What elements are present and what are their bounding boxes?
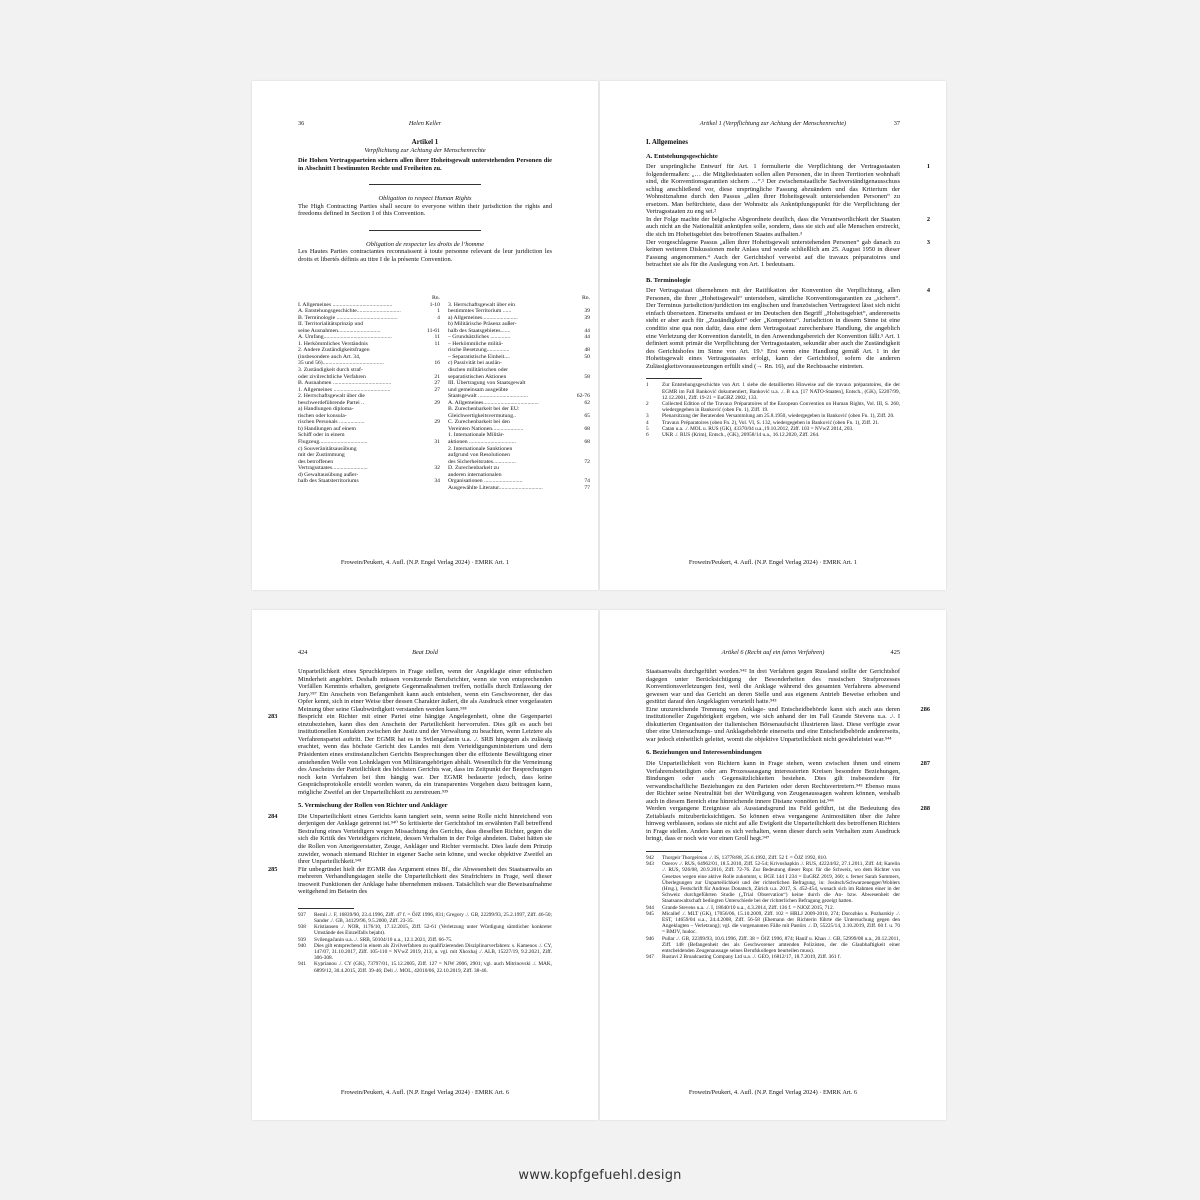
article-title-fr: Obligation de respecter les droits de l’homme: [366, 240, 484, 248]
footnote-text: Grande Stevens u.a. ./. I, 18640/10 u.a., 4.3.2014, Ziff. 136 f. = NJOZ 2015, 712.: [662, 904, 834, 911]
footnote-number: 941: [298, 961, 306, 968]
toc-entry-label: A. Umfang................................................: [298, 334, 392, 341]
footnote-number: 4: [646, 419, 649, 426]
running-head-title: Artikel 6 (Recht auf ein faires Verfahren): [721, 649, 825, 656]
footnote-number: 938: [298, 924, 306, 931]
paragraph: [646, 287, 930, 370]
footnote: [298, 912, 552, 924]
toc-entry-label: seine Ausnahmen..............................: [298, 327, 381, 334]
toc-entry-rn: 11-61: [426, 327, 440, 334]
toc-entry-label: A. Entstehungsgeschichte...............................: [298, 308, 401, 315]
toc-entry-label: a) Handlungen diploma-: [298, 406, 354, 413]
footnote-number: 5: [646, 425, 649, 432]
margin-number: 3: [926, 238, 930, 246]
footnote-text: Zur Entstehungsgeschichte von Art. 1 siehe die detaillierten Hinweise auf die travaux préparatoires, die der EGMR im Fall Banković dokumentiert, Banković u.a. ./. B u.a. [17 NATO-Staaten], Entsch., (GK), 52207/99, 12.12.2001, Ziff. 19-21 = EuGRZ 2002, 133.: [662, 382, 900, 401]
toc-entry-rn: 16: [434, 360, 440, 367]
footnote-number: 2: [646, 400, 649, 407]
toc-column-left: [298, 295, 440, 485]
paragraph: [268, 812, 552, 866]
footnotes: [646, 855, 900, 960]
footnote-text: Ozerov ./. RUS, 64962/01, 18.5.2010, Ziff. 52-54; Krivoshapkin ./. RUS, 42224/02, 27.1.2011, Ziff. 44; Karelin ./. RUS, 926/08, 20.9.2016, Ziff. 72-76. Zur Bedeutung dieser Rspr. für die Schweiz, wo dem Richter von Gesetzes wegen eine aktive Rolle zukommt, s. BGE 144 I 234 = EuGRZ 2019, 360; s. ferner Sarah Summers, Überlegungen zur Unparteilichkeit und der richterlichen Befragung, in: Jositsch/Schwarzenegger/Wohlers (Hrsg.), Festschrift für Andreas Donatsch, Zürich u.a. 2017, S. 452-454, wonach sich im Rahmen einer in der Schweiz durchgeführten Studie („Trial Observation“) keine durch die An- bzw. Abwesenheit der Staatsanwaltschaft bedingten Unterschiede bei der richterlichen Befragung gezeigt hatten.: [662, 861, 900, 905]
toc-head: Rn.: [581, 295, 590, 301]
toc-entry-rn: 39: [584, 308, 590, 315]
toc-entry-label: Vertragsstaates.........................: [298, 465, 368, 472]
paragraph: [646, 238, 930, 269]
paragraph: [268, 713, 552, 796]
footnote-text: Catan u.a. ./. MOL u. RUS (GK), 43370/04 u.a.,19.10.2012, Ziff. 103 = NVwZ 2014, 203.: [662, 425, 854, 432]
footnote: [298, 943, 552, 962]
toc-entry-label: III. Übertragung von Staatsgewalt: [448, 380, 526, 387]
margin-number: 285: [268, 865, 278, 873]
toc-entry-label: 2. Andere Zuständigkeitsfragen: [298, 347, 370, 354]
toc-entry-rn: 21: [434, 373, 440, 380]
article-text-fr: Les Hautes Parties contractantes reconnaissent à toute personne relevant de leur juridiction les droits et libertés définis au titre I de la présente Convention.: [298, 248, 552, 263]
footnote-text: Kristiansen ./. NOR, 1176/10, 17.12.2015, Ziff. 52-61 (Verletzung unter Würdigung sämtlicher konkreter Umstände des Einzelfalls bejaht).: [314, 924, 552, 937]
margin-number: 4: [926, 287, 930, 295]
running-header: [298, 649, 552, 659]
toc-entry-label: 2. Herrschaftsgewalt über die: [298, 393, 365, 400]
toc-entry-label: rische Besetzung................: [448, 347, 510, 354]
page-number: 425: [890, 649, 900, 656]
toc-entry-label: 35 und 56)...........................................: [298, 360, 384, 367]
toc-entry-label: separatistischen Aktionen: [448, 373, 507, 380]
toc-entry-rn: 58: [584, 373, 590, 380]
toc-entry-label: b) Handlungen auf einem: [298, 425, 356, 432]
toc-head: Rn.: [431, 295, 440, 301]
toc-entry-rn: 44: [584, 327, 590, 334]
footnote-number: 945: [646, 910, 654, 917]
toc-entry-label: – Separatistische Einheit....: [448, 353, 510, 360]
running-header: [646, 649, 900, 659]
footnote-text: Kyprianou ./. CY (GK), 73797/01, 15.12.2005, Ziff. 127 = NJW 2006, 2901; vgl. auch Mitrinovski ./. MAK, 6899/12, 30.4.2015, Ziff. 39-46; Deli ./. MOL, 42010/06, 22.10.2019, Ziff. 38-46.: [314, 961, 552, 974]
article-text-de: Die Hohen Vertragsparteien sichern allen ihrer Hoheitsgewalt unterstehenden Personen die in Abschnitt I bestimmten Rechte und Freiheiten zu.: [298, 157, 552, 172]
footnote-text: Pullar ./. GB, 22399/93, 10.6.1996, Ziff. 38 = ÖJZ 1996, 874; Hanif u. Khan ./. GB, 52999/08 u.a., 20.12.2011, Ziff. 148 (Befangenheit des als Geschworener amtenden Polizisten, der die Glaubhaftigkeit einer entscheidenden Zeugenaussage seines Berufskollegen beurteilen muss).: [662, 935, 900, 955]
toc-entry-label: d) Gewaltausübung außer-: [298, 471, 359, 478]
toc-entry-label: I. Allgemeines ..........................................: [298, 301, 393, 308]
paragraph-text: Die Unparteilichkeit eines Gerichts kann tangiert sein, wenn seine Rolle nicht hinreichend von derjenigen der Anklage getrennt ist.⁹⁴⁰ So kritisierte der Gerichtshof im erwähnten Fall betreffend Bestrafung eines Verteidigers wegen Missachtung des Gerichts, dass dieselben Richter, gegen die sich die Kritik des Verteidigers richtete, dessen Verhalten in der Folge ahndeten. Dabei hätten sie die Rollen von Anzeigeerstatter, Zeuge, Ankläger und Richter vermischt. Dies laufe dem Prinzip zuwider, wonach niemand Richter in eigener Sache sein könne, und wecke objektive Zweifel an ihrer Unparteilichkeit.⁹⁴¹: [298, 812, 552, 866]
toc-entry-rn: 29: [434, 399, 440, 406]
toc-entry-rn: 74: [584, 478, 590, 485]
toc-entry-rn: 32: [434, 465, 440, 472]
toc-entry-rn: 62: [584, 399, 590, 406]
divider: [369, 230, 481, 231]
footnote: [646, 936, 900, 955]
toc-entry-rn: 39: [584, 314, 590, 321]
article-title-en: Obligation to respect Human Rights: [378, 195, 472, 203]
paragraph-text: Der Vertragsstaat übernehmen mit der Ratifikation der Konvention die Verpflichtung, allen Personen, die ihrer „Hoheitsgewalt“ unterstehen, sämtliche Konventionsgarantien zu „sichern“. Der Terminus jurisdiction/juridiction im englischen und französischen Vertragstext lässt sich nicht einfach übersetzen. Einerseits umfasst er im Deutschen den Begriff „Hoheitsgebiet“, andererseits steht er aber auch für „Zuständigkeit“ oder „Kompetenz“. Jurisdiction in diesem Sinne ist eine conditio sine qua non dafür, dass eine dem Vertragsstaat zurechenbare Handlung, die angeblich eine Verletzung der Konvention darstellt, in den Anwendungsbereich der Konvention fällt.⁵ Art. 1 definiert somit primär die Verpflichtung der Vertragsstaaten, sekundär aber auch die Zuständigkeit des Gerichtshofes im Sinne von Art. 19.⁶ Erst wenn eine Handlung gemäß Art. 1 in der Hoheitsgewalt eines Vertragsstaates erfolgt, kann der Gerichtshof, sofern die anderen Zulässigkeitsvoraussetzungen erfüllt sind (→ Rn. 16), auf die Rechtssache eintreten.: [646, 287, 900, 370]
toc-entry-rn: 65: [584, 412, 590, 419]
running-head-author: Helen Keller: [408, 120, 442, 127]
paragraph: [268, 865, 552, 896]
toc-entry-label: rischen Personals ..................: [298, 419, 365, 426]
toc-entry-label: beschwerdeführende Partei ..: [298, 399, 365, 406]
footnote-rule: [298, 908, 354, 909]
toc-entry-label: und gemeinsam ausgeübte: [448, 386, 509, 393]
toc-entry-rn: 72: [584, 458, 590, 465]
footnote-number: 1: [646, 382, 649, 389]
footnote-number: 939: [298, 936, 306, 943]
toc-entry-label: mit der Zustimmung: [298, 452, 345, 459]
paragraph-text: In der Folge machte der belgische Abgeordnete deutlich, dass die Verantwortlichkeit der Staaten auch nicht an die Nationalität anknüpfen solle, sondern, dass sie sich auf alle Menschen erstreckt, die sich im Hoheitsgebiet des betroffenen Staates aufhalten.³: [646, 215, 900, 239]
toc-entry-label: II. Territorialitätsprinzip und: [298, 321, 364, 328]
footnote-rule: [646, 851, 702, 852]
toc-entry-label: b) Militärische Präsenz außer-: [448, 321, 517, 328]
paragraph-text: Bespricht ein Richter mit einer Partei eine hängige Angelegenheit, ohne die Gegenpartei einzubeziehen, kann dies den Anschein der Parteilichkeit hervorrufen. Dies gilt es auch bei institutionellen Kontakten zwischen der Justiz und der Verwaltung zu beachten, wenn Letztere als Verfahrenspartei auftritt. Der EGMR hat es in Svilengačanin u.a. ./. SRB hingegen als zulässig erachtet, wenn das höchste Gericht des Landes mit dem Verteidigungsministerium und dem Präsidenten eines erstinstanzlichen Gerichts Besprechungen über die effiziente Bewältigung einer anstehenden Welle von Lohnklagen von Militärangehörigen abhält. Wesentlich für die Verneinung des Anscheins der Parteilichkeit des höchsten Gerichts war, dass im Zeitpunkt der Besprechungen noch kein Verfahren bei ihm hängig war. Der EGMR bedauerte jedoch, dass keine Gesprächsprotokolle erstellt worden waren, da ein transparentes Vorgehen dazu beitragen kann, mögliche Zweifel an der Unparteilichkeit zu zerstreuen.⁹³⁹: [298, 713, 552, 796]
article-title: Artikel 1: [411, 138, 439, 146]
toc-entry-label: 1. Internationale Militär-: [448, 432, 505, 439]
page-footer: Frowein/Peukert, 4. Aufl. (N.P. Engel Verlag 2024) · EMRK Art. 1: [340, 559, 510, 566]
subsection-heading: 6. Beziehungen und Interessenbindungen: [646, 749, 762, 757]
toc-entry-label: B. Zurechenbarkeit bei der EU:: [448, 406, 520, 413]
toc-entry-label: 1. Herkömmliches Verständnis: [298, 340, 368, 347]
article-text-en: The High Contracting Parties shall secure to everyone within their jurisdiction the rights and freedoms defined in Section I of this Convention.: [298, 202, 552, 218]
paragraph-text: Für unbegründet hielt der EGMR das Argument eines Bf., die Abwesenheit des Staatsanwalts an mehreren Verhandlungstagen stelle die Unparteilichkeit des Strafrichters in Frage, weil dieser insoweit Funktionen der Anklage habe übernehmen müssen. Tatsächlich war die Beweisaufnahme weitgehend im Beisein des: [298, 865, 552, 896]
toc-entry-label: c) Passivität bei auslän-: [448, 360, 502, 367]
toc-entry-label: Ausgewählte Literatur...............................: [448, 484, 543, 491]
footnote-text: Plenarsitzung der Beratenden Versammlung am 25.8.1950, wiedergegeben in Banković (oben Fn. 1), Ziff. 20.: [662, 413, 895, 420]
toc-entry-label: Schiff oder in einem: [298, 432, 345, 439]
subsection-heading: B. Terminologie: [646, 276, 691, 284]
toc-entry-label: des betroffenen: [298, 458, 334, 465]
paragraph-text: Der vorgeschlagene Passus „allen ihrer Hoheitsgewalt unterstehenden Personen“ gab danach zu keinen weiteren Diskussionen mehr Anlass und wurde schließlich am 25. August 1950 in dieser Fassung angenommen.⁴ Auch der Gerichtshof verweist auf die travaux préparatoires und betrachtet sie als für die Auslegung von Art. 1 bedeutsam.: [646, 238, 900, 269]
toc-entry-label: – Herkömmliche militä-: [448, 340, 503, 347]
margin-number: 284: [268, 812, 278, 820]
toc-entry-label: tischen oder konsula-: [298, 412, 347, 419]
footnote-number: 946: [646, 935, 654, 942]
toc-entry-label: – Grundsätzliches ..............: [448, 334, 511, 341]
toc-entry: [448, 485, 590, 492]
running-head-title: Artikel 1 (Verpflichtung zur Achtung der Menschenrechte): [699, 120, 847, 127]
margin-number: 283: [268, 713, 278, 721]
page-number: 37: [893, 120, 900, 127]
toc-entry-rn: 1: [437, 308, 440, 315]
page-footer: Frowein/Peukert, 4. Aufl. (N.P. Engel Verlag 2024) · EMRK Art. 6: [688, 1089, 858, 1096]
toc-entry-label: Flugzeug..................................: [298, 439, 368, 446]
footnote-text: Thorgeir Thorgeirson ./. IS, 13778/88, 25.6.1992, Ziff. 52 f. = ÖJZ 1992, 810.: [662, 855, 828, 862]
book-page-36: [252, 81, 598, 590]
running-head-author: Beat Dold: [412, 649, 438, 656]
toc-entry-rn: 34: [434, 478, 440, 485]
paragraph: [646, 215, 930, 239]
paragraph: [646, 705, 930, 744]
toc-entry-label: des Sicherheitsrates................: [448, 458, 516, 465]
book-page-37: [600, 81, 946, 590]
paragraph-text: Eine unzureichende Trennung von Anklage- und Entscheidbehörde kann sich auch aus deren institutioneller Zugehörigkeit ergeben, wie sich anhand der im Fall Grande Stevens u.a. ./. I diskutierten Organisation der italienischen Börsenaufsicht illustrieren lässt. Diese verfügte zwar über eine Untersuchungs- und Anklagebehörde einerseits und eine Entscheidbehörde andererseits, war jedoch einheitlich geleitet, womit die objektive Unparteilichkeit nicht gewährleistet war.⁹⁴⁴: [646, 705, 900, 743]
margin-number: 2: [926, 215, 930, 223]
paragraph-text: Der ursprüngliche Entwurf für Art. 1 formulierte die Verpflichtung der Vertragsstaaten folgendermaßen: „… die Mitgliedstaaten sollen allen Personen, die in ihren Territorien wohnhaft sind, die Konventionsgarantien sichern …“.¹ Der zwischenstaatliche Sachverständigenausschuss schlug anschließend vor, diese ursprüngliche Fassung abzuändern und das Kriterium der Wohnsitznahme durch den Passus „allen ihrer Hoheitsgewalt unterstehenden Personen“ zu ersetzen. Man befürchtete, dass der Wohnsitz als Anknüpfungspunkt für die Verpflichtung der Vertragsstaaten zu eng sei.²: [646, 163, 900, 216]
paragraph-text: Werden vergangene Ereignisse als Ausstandsgrund ins Feld geführt, ist die Bedeutung des Zeitablaufs mitzuberücksichtigen. So können etwa vergangene Animositäten über die Jahre hinweg verblassen, sodass sie nicht auf alle Ewigkeit die Unparteilichkeit des betroffenen Richters in Frage stellen. Anders kann es sich verhalten, wenn dieser durch sein Verhalten zum Ausdruck bringt, dass er noch wie vor einen Groll hegt.⁹⁴⁷: [646, 805, 900, 843]
book-page-425: [600, 610, 946, 1120]
toc-entry-rn: 62-76: [576, 393, 590, 400]
toc-entry-label: B. Ausnahmen .........................................: [298, 380, 392, 387]
toc-entry-rn: 11: [434, 340, 440, 347]
section-heading: I. Allgemeines: [646, 138, 688, 146]
running-header: [646, 120, 900, 130]
toc-entry-label: 2. Internationale Sanktionen: [448, 445, 513, 452]
toc-entry-label: c) Souveränitätsausübung: [298, 445, 357, 452]
website-credit: www.kopfgefuehl.design: [518, 1168, 682, 1183]
toc-entry-label: halb des Staatsgebietes.......: [448, 327, 511, 334]
toc-entry-rn: 50: [584, 353, 590, 360]
footnote-number: 942: [646, 855, 654, 862]
toc-entry-label: aktionen .................................: [448, 439, 516, 446]
footnote: [298, 961, 552, 973]
toc-entry-rn: 77: [584, 484, 590, 491]
toc-entry-label: anderen internationalen: [448, 471, 502, 478]
footnote-text: Collected Edition of the Travaux Préparatoires of the European Convention on Human Rights, Vol. III, S. 260, wiedergegeben in Banković (oben Fn. 1), Ziff. 19.: [662, 400, 900, 414]
footnote-number: 937: [298, 911, 306, 918]
footnote: [646, 861, 900, 904]
toc-entry-rn: 48: [584, 347, 590, 354]
toc-entry-rn: 27: [434, 380, 440, 387]
toc-entry-rn: 1-10: [429, 301, 440, 308]
footnote-text: Micallef ./. MLT (GK), 17056/06, 15.10.2009, Ziff. 102 = HRLJ 2009-2010, 274; Dorozhko u. Pozharskiy ./. EST, 14659/04 u.a., 24.4.2008, Ziff. 56-58 (Ehemann der Richterin führte die Untersuchung gegen den Angeklagten – Verletzung); vgl. die vorgenannten Fälle mit Pastörs ./. D, 55225/14, 3.10.2019, Ziff. 60 f. u. 70 = BMJV, hudoc.: [662, 910, 900, 936]
paragraph-text: Staatsanwalts durchgeführt worden.⁹⁴² In drei Verfahren gegen Russland stellte der Gerichtshof dagegen unter Berücksichtigung der Besonderheiten des russischen Strafprozesses Konventionsverletzungen fest, weil die Anklage während des gesamten Verfahrens abwesend gewesen war und das Gericht an deren Stelle und aus eigenem Antrieb Beweise erhoben und gestützt darauf den Angeklagten verurteilt hatte.⁹⁴³: [646, 668, 900, 706]
footnote: [646, 911, 900, 936]
toc-entry-rn: 68: [584, 425, 590, 432]
toc-entry-label: 3. Herrschaftsgewalt über ein: [448, 301, 515, 308]
subsection-heading: 5. Vermischung der Rollen von Richter und Ankläger: [298, 802, 448, 810]
page-footer: Frowein/Peukert, 4. Aufl. (N.P. Engel Verlag 2024) · EMRK Art. 1: [688, 559, 858, 566]
toc-entry-rn: 27: [434, 386, 440, 393]
paragraph: [646, 760, 930, 805]
footnote: [298, 924, 552, 936]
paragraph: [646, 805, 930, 843]
subsection-heading: A. Entstehungsgeschichte: [646, 152, 718, 160]
toc-entry-label: aufgrund von Resolutionen: [448, 452, 510, 459]
paragraph-text: Unparteilichkeit eines Spruchkörpers in Frage stellen, wenn der Angeklagte einer ethnischen Minderheit angehört. Deshalb müssen vorsitzende Berufsrichter, wenn sie von entsprechenden Vorfällen Kenntnis erhalten, geeignete Gegenmaßnahmen treffen, notfalls durch Entlassung der Jury.⁹³⁷ Ein Anschein von Befangenheit kann auch entstehen, wenn ein Geschworener, der das Opfer kennt, sich in einer Weise über dessen Charakter äußert, die als Ausdruck einer vorgefassten Meinung über seine Glaubwürdigkeit verstanden werden kann.⁹³⁸: [298, 668, 552, 713]
margin-number: 288: [920, 805, 930, 813]
toc-entry-label: (insbesondere auch Art. 34,: [298, 353, 361, 360]
footnote-number: 3: [646, 413, 649, 420]
toc-entry-rn: 4: [437, 314, 440, 321]
footnote: [646, 432, 900, 438]
toc-entry-label: A. Allgemeines.......................................: [448, 399, 539, 406]
toc-column-right: [448, 295, 590, 491]
toc-entry-label: Gleichwertigkeitsvermutung..: [448, 412, 516, 419]
toc-entry-label: dischen militärischen oder: [448, 367, 509, 374]
footnotes: [298, 912, 552, 974]
toc-entry-label: D. Zurechenbarkeit zu: [448, 465, 500, 472]
toc-entry-label: halb des Staatsterritoriums: [298, 478, 359, 485]
toc-entry-label: 3. Zuständigkeit durch straf-: [298, 367, 363, 374]
footnote-text: Travaux Préparatoires (oben Fn. 2), Vol. VI, S. 132, wiedergegeben in Banković (oben Fn. 1), Ziff. 21.: [662, 419, 880, 426]
article-subtitle: Verpflichtung zur Achtung der Menschenrechte: [364, 146, 486, 154]
table-of-contents: [298, 295, 590, 555]
page-number: 424: [298, 649, 308, 656]
toc-entry-rn: 11: [434, 334, 440, 341]
divider: [369, 184, 481, 185]
footnote-number: 940: [298, 942, 306, 949]
footnote-rule: [646, 378, 702, 379]
page-number: 36: [298, 120, 305, 127]
toc-entry-rn: 68: [584, 439, 590, 446]
footnote-number: 944: [646, 904, 654, 911]
toc-entry-label: Vereinten Nationen......................: [448, 425, 524, 432]
footnote-number: 947: [646, 954, 654, 961]
footnote-text: Remli ./. F, 16839/90, 23.4.1996, Ziff. 47 f. = ÖJZ 1996, 831; Gregory ./. GB, 22299/93, 25.2.1997, Ziff. 46-50; Sander ./. GB, 34129/96, 9.5.2000, Ziff. 23-35.: [314, 911, 552, 925]
page-footer: Frowein/Peukert, 4. Aufl. (N.P. Engel Verlag 2024) · EMRK Art. 6: [340, 1089, 510, 1096]
footnotes: [646, 382, 900, 438]
paragraph-text: Die Unparteilichkeit von Richtern kann in Frage stehen, wenn zwischen ihnen und einem Verfahrensbeteiligten oder am Prozessausgang interessierten Kreisen besondere Beziehungen, Bindungen oder auch Gegensätzlichkeiten bestehen. Dies gilt insbesondere für verwandtschaftliche Beziehungen zu den Parteien oder deren Rechtsvertretern.⁹⁴⁵ Ebenso muss der Richter seine Neutralität bei der Würdigung von Zeugenaussagen wahren können, weshalb auch in diesem Bereich eine hinreichende innere Distanz vonnöten ist.⁹⁴⁶: [646, 760, 900, 805]
toc-entry-rn: 31: [434, 439, 440, 446]
footnote: [646, 954, 900, 960]
toc-entry: [298, 478, 440, 485]
margin-number: 286: [920, 705, 930, 713]
footnote-text: Svilengačanin u.a. ./. SRB, 50104/10 u.a., 12.1.2021, Ziff. 66-75.: [314, 936, 453, 943]
toc-entry-rn: 29: [434, 419, 440, 426]
footnote: [646, 401, 900, 413]
toc-entry-label: Organisationen ...........................: [448, 478, 523, 485]
toc-entry-label: a) Allgemeines.........................: [448, 314, 518, 321]
toc-entry-label: oder zivilrechtliche Verfahren: [298, 373, 366, 380]
footnote-number: 943: [646, 861, 654, 868]
running-header: [298, 120, 552, 130]
footnote-text: Dies gilt entsprechend in einem als Zivilverfahren zu qualifizierenden Disziplinarverfahren: s. Kamenos ./. CY, 147/07, 31.10.2017, Ziff. 105-110 = NVwZ 2019, 213, u. vgl. mit Xhoxhaj ./. ALB, 15227/19, 9.2.2021, Ziff. 306-308.: [314, 942, 552, 962]
toc-entry-label: Staatsgewalt ...................................: [448, 393, 528, 400]
footnote-text: Rustavi 2 Broadcasting Company Ltd u.a. ./. GEO, 16812/17, 18.7.2019, Ziff. 361 f.: [662, 954, 841, 961]
toc-entry-label: bestimmtes Territorium ......: [448, 308, 512, 315]
margin-number: 287: [920, 760, 930, 768]
toc-entry-rn: 44: [584, 334, 590, 341]
footnote: [646, 382, 900, 401]
margin-number: 1: [926, 163, 930, 171]
footnote-number: 6: [646, 431, 649, 438]
paragraph: [646, 163, 930, 216]
toc-entry-label: 1. Allgemeines ........................................: [298, 386, 391, 393]
toc-entry-label: C. Zurechenbarkeit bei den: [448, 419, 510, 426]
footnote-text: UKR ./. RUS (Krim), Entsch., (GK), 20958/14 u.a., 16.12.2020, Ziff. 264.: [662, 431, 820, 438]
toc-entry-label: B. Terminologie ...........................................: [298, 314, 398, 321]
book-page-424: [252, 610, 598, 1120]
